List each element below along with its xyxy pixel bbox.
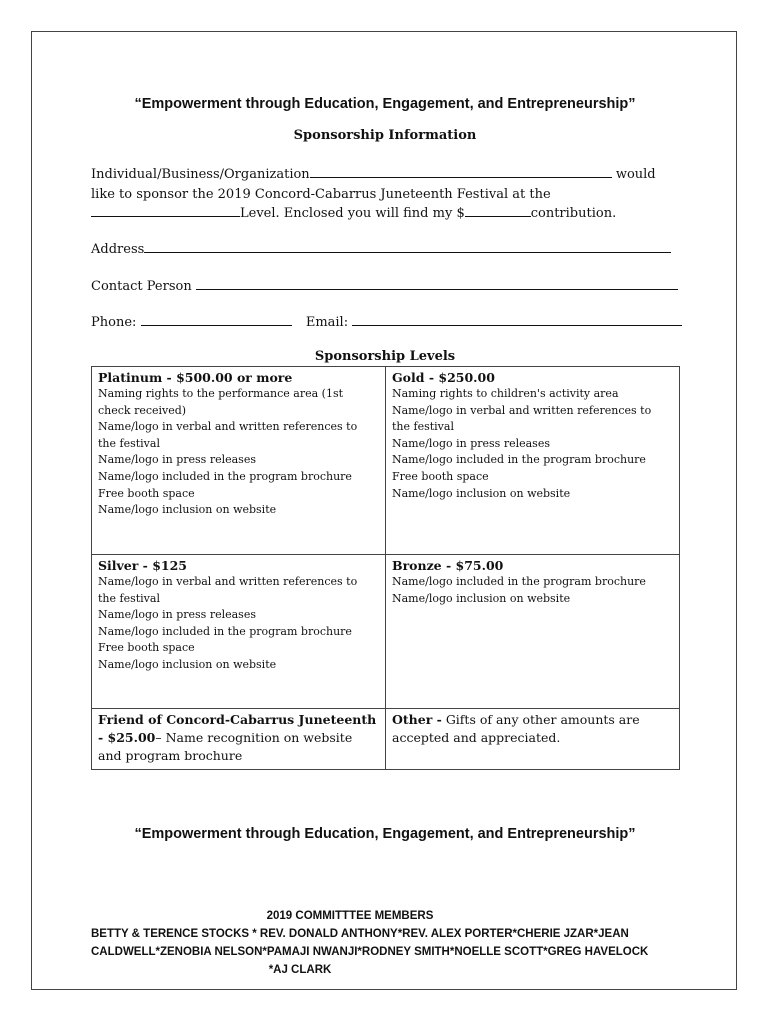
benefit-item: Naming rights to children's activity area [392,387,619,400]
benefit-item: Name/logo in verbal and written references to [392,403,652,417]
benefit-item: Free booth space [392,469,489,483]
committee-heading: 2019 COMMITTTEE MEMBERS [266,910,434,922]
committee-line-3: *AJ CLARK [268,964,332,976]
other-text: Gifts of any other amounts are accepted and appreciated. [392,712,640,745]
benefit-item: Free booth space [98,641,195,655]
benefit-item: Name/logo in press releases [98,453,256,467]
benefit-item: Name/logo in verbal and written references to [98,575,358,588]
contact-blank[interactable] [196,277,678,290]
benefit-item: Naming rights to the performance area (1st [98,387,344,400]
benefit-item: the festival [98,436,160,450]
friend-text: – Name recognition on website and program brochure [98,730,353,763]
phone-blank[interactable] [141,313,292,326]
friend-cell [92,709,386,770]
benefit-item: Name/logo in press releases [98,608,256,622]
platinum-cell [92,367,386,555]
benefit-item: the festival [98,591,160,605]
contact-row [91,277,678,296]
benefit-item: Name/logo in press releases [392,436,550,450]
sponsorship-levels-heading: Sponsorship Levels [314,349,456,364]
motto-top: “Empowerment through Education, Engagement, and Entrepreneurship” [134,96,636,112]
address-row [91,240,671,259]
form-line-1 [91,165,656,184]
email-label: Email: [305,315,349,330]
silver-title: Silver - $125 [98,558,188,573]
other-cell [386,709,680,770]
sponsorship-info-heading: Sponsorship Information [293,128,477,143]
benefit-item: Free booth space [98,486,195,500]
benefit-item: check received) [98,403,187,417]
phone-label: Phone: [91,315,137,330]
benefit-item: Name/logo inclusion on website [392,591,571,605]
benefit-item: Name/logo included in the program brochure [392,453,646,467]
address-label: Address [91,242,145,257]
organization-blank[interactable] [310,165,612,178]
benefit-item: Name/logo included in the program brochure [98,624,352,638]
benefit-item: Name/logo inclusion on website [98,503,277,517]
contribution-text: contribution. [530,206,617,221]
address-blank[interactable] [144,240,671,253]
would-text: would [615,167,656,182]
form-line-3 [91,204,616,223]
benefit-item: Name/logo inclusion on website [98,657,277,671]
sponsorship-levels-table [91,366,680,770]
benefit-item: Name/logo included in the program brochure [98,469,352,483]
gold-title: Gold - $250.00 [392,370,495,385]
amount-blank[interactable] [465,204,531,217]
form-line-2: like to sponsor the 2019 Concord-Cabarrus Juneteenth Festival at the [91,187,551,202]
committee-line-2: CALDWELL*ZENOBIA NELSON*PAMAJI NWANJI*RODNEY SMITH*NOELLE SCOTT*GREG HAVELOCK [91,946,649,958]
phone-email-row [91,313,682,332]
level-text: Level. Enclosed you will find my $ [240,206,465,221]
benefit-item: Name/logo included in the program brochure [392,575,646,588]
motto-bottom: “Empowerment through Education, Engagement, and Entrepreneurship” [134,826,636,842]
gold-cell [386,367,680,555]
silver-cell [92,555,386,709]
benefit-item: Name/logo in verbal and written references to [98,420,358,434]
bronze-cell [386,555,680,709]
platinum-title: Platinum - $500.00 or more [98,370,293,385]
benefit-item: the festival [392,420,454,434]
friend-title: Friend of Concord-Cabarrus Juneteenth - $25.00 [98,712,377,745]
bronze-title: Bronze - $75.00 [392,558,504,573]
organization-label: Individual/Business/Organization [91,167,310,182]
other-title: Other - [392,712,442,727]
email-blank[interactable] [352,313,682,326]
level-blank[interactable] [91,204,240,217]
benefit-item: Name/logo inclusion on website [392,486,571,500]
committee-line-1: BETTY & TERENCE STOCKS * REV. DONALD ANTHONY*REV. ALEX PORTER*CHERIE JZAR*JEAN [91,928,629,940]
contact-label: Contact Person [91,279,192,294]
